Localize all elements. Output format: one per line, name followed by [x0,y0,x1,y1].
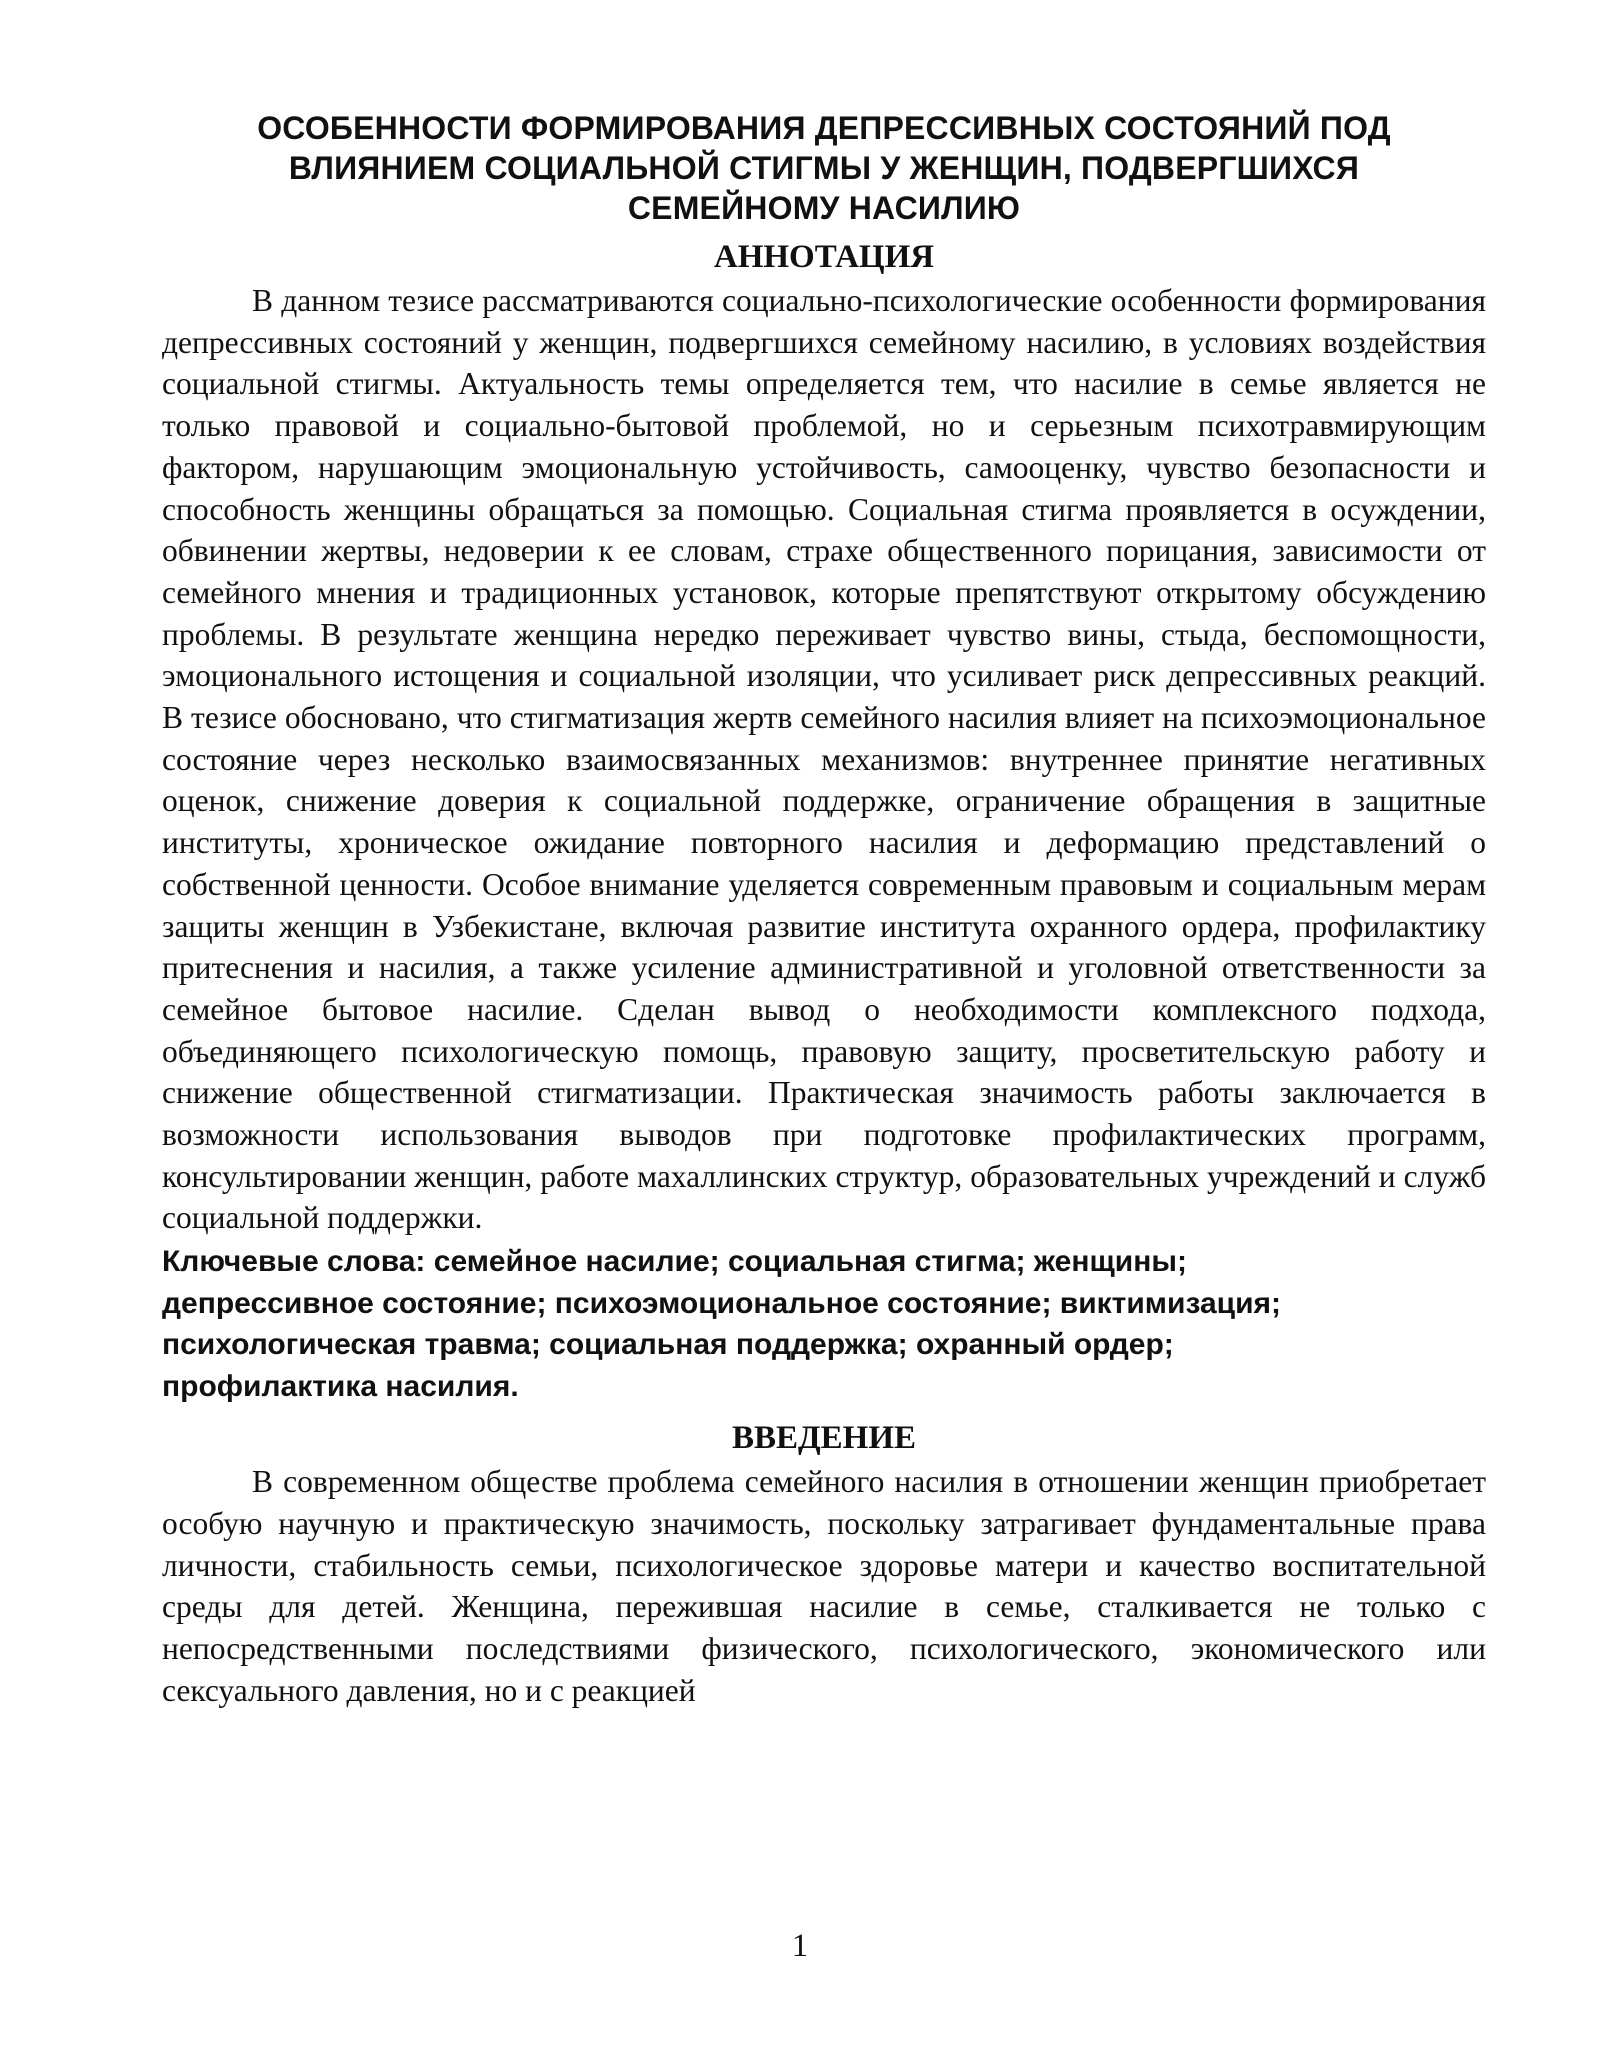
keywords-line-3: психологическая травма; социальная поддержка; охранный ордер; [162,1328,1174,1362]
title-line-3: СЕМЕЙНОМУ НАСИЛИЮ [627,190,1021,226]
keywords-line-1: Ключевые слова: семейное насилие; социальная стигма; женщины; [162,1245,1187,1279]
keywords-block [162,1241,1486,1407]
annotation-paragraph: В данном тезисе рассматриваются социально-психологические особенности формирования депрессивных состояний у женщин, подвергшихся семейному насилию, в условиях воздействия социальной стигмы. Актуальность темы определяется тем, что насилие в семье является не только правовой и социально-бытовой проблемой, но и серьезным психотравмирующим фактором, нарушающим эмоциональную устойчивость, самооценку, чувство безопасности и способность женщины обращаться за помощью. Социальная стигма проявляется в осуждении, обвинении жертвы, недоверии к ее словам, страхе общественного порицания, зависимости от семейного мнения и традиционных установок, которые препятствуют открытому обсуждению проблемы. В результате женщина нередко переживает чувство вины, стыда, беспомощности, эмоционального истощения и социальной изоляции, что усиливает риск депрессивных реакций. В тезисе обосновано, что стигматизация жертв семейного насилия влияет на психоэмоциональное состояние через несколько взаимосвязанных механизмов: внутреннее принятие негативных оценок, снижение доверия к социальной поддержке, ограничение обращения в защитные институты, хроническое ожидание повторного насилия и деформацию представлений о собственной ценности. Особое внимание уделяется современным правовым и социальным мерам защиты женщин в Узбекистане, включая развитие института охранного ордера, профилактику притеснения и насилия, а также усиление административной и уголовной ответственности за семейное бытовое насилие. Сделан вывод о необходимости комплексного подхода, объединяющего психологическую помощь, правовую защиту, просветительскую работу и снижение общественной стигматизации. Практическая значимость работы заключается в возможности использования выводов при подготовке профилактических программ, консультировании женщин, работе махаллинских структур, образовательных учреждений и служб социальной поддержки. [162,283,1486,1236]
annotation-heading: АННОТАЦИЯ [713,239,935,275]
page-content [162,108,1486,1711]
introduction-heading: ВВЕДЕНИЕ [731,1420,917,1457]
title-line-1: ОСОБЕННОСТИ ФОРМИРОВАНИЯ ДЕПРЕССИВНЫХ СОСТОЯНИЙ ПОД [257,110,1391,146]
title-line-2: ВЛИЯНИЕМ СОЦИАЛЬНОЙ СТИГМЫ У ЖЕНЩИН, ПОДВЕРГШИХСЯ [288,150,1360,186]
page-number: 1 [791,1928,809,1964]
document-title [162,108,1486,228]
keywords-line-4: профилактика насилия. [162,1369,519,1403]
introduction-paragraph: В современном обществе проблема семейного насилия в отношении женщин приобретает особую научную и практическую значимость, поскольку затрагивает фундаментальные права личности, стабильность семьи, психологическое здоровье матери и качество воспитательной среды для детей. Женщина, пережившая насилие в семье, сталкивается не только с непосредственными последствиями физического, психологического, экономического или сексуального давления, но и с реакцией [162,1464,1486,1708]
keywords-line-2: депрессивное состояние; психоэмоциональное состояние; виктимизация; [162,1286,1282,1320]
